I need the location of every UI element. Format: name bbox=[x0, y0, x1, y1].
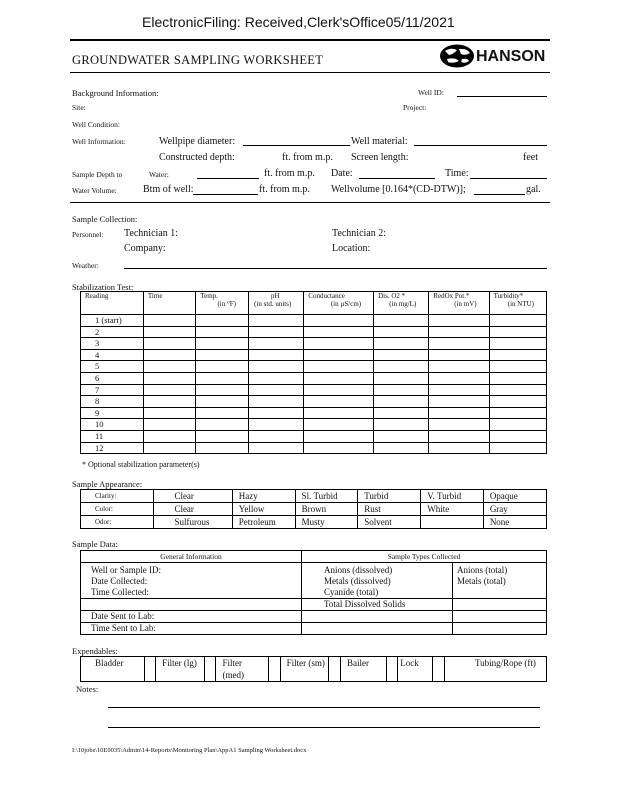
divider-1 bbox=[70, 202, 550, 203]
measurement-cell[interactable] bbox=[429, 326, 489, 338]
measurement-cell[interactable] bbox=[489, 349, 546, 361]
weather-field[interactable] bbox=[124, 268, 547, 269]
site-label: Site: bbox=[72, 103, 86, 112]
expendables-table bbox=[80, 656, 547, 682]
general-info-header: General Information bbox=[81, 551, 302, 563]
stabilization-heading: Stabilization Test: bbox=[72, 282, 134, 292]
measurement-cell[interactable] bbox=[374, 338, 429, 350]
blank-general-cell[interactable] bbox=[81, 599, 302, 611]
sample-data-heading: Sample Data: bbox=[72, 539, 119, 549]
appearance-option[interactable]: Gray bbox=[483, 503, 546, 516]
measurement-cell[interactable] bbox=[304, 384, 374, 396]
col-turbidity: Turbidity* (in NTU) bbox=[489, 292, 546, 315]
measurement-cell[interactable] bbox=[249, 396, 304, 408]
measurement-cell[interactable] bbox=[304, 442, 374, 454]
stabilization-footnote: * Optional stabilization parameter(s) bbox=[82, 460, 200, 469]
water-volume-label: Water Volume: bbox=[72, 186, 117, 195]
well-volume-unit: gal. bbox=[526, 184, 541, 195]
btm-of-well-unit: ft. from m.p. bbox=[259, 184, 310, 195]
stabilization-row bbox=[81, 396, 547, 408]
col-conductance: Conductance (in µS/cm) bbox=[304, 292, 374, 315]
appearance-option[interactable]: Turbid bbox=[358, 490, 421, 503]
appearance-option[interactable]: Musty bbox=[295, 516, 358, 529]
stabilization-row bbox=[81, 407, 547, 419]
measurement-cell[interactable] bbox=[143, 384, 195, 396]
reading-number: 3 bbox=[81, 338, 144, 350]
expendable-qty-cell[interactable] bbox=[269, 657, 281, 682]
stabilization-row bbox=[81, 349, 547, 361]
measurement-cell[interactable] bbox=[196, 407, 249, 419]
blank-total-cell[interactable] bbox=[453, 599, 547, 611]
location-label: Location: bbox=[332, 243, 371, 254]
appearance-row bbox=[81, 503, 547, 516]
anions-total-option[interactable]: Anions (total) bbox=[457, 565, 508, 575]
measurement-cell[interactable] bbox=[489, 338, 546, 350]
date-sent-label: Date Sent to Lab: bbox=[81, 611, 302, 623]
measurement-cell[interactable] bbox=[249, 419, 304, 431]
measurement-cell[interactable] bbox=[489, 419, 546, 431]
time-collected-label: Time Collected: bbox=[91, 587, 149, 597]
header-bottom-rule bbox=[70, 72, 550, 73]
measurement-cell[interactable] bbox=[304, 430, 374, 442]
well-condition-label: Well Condition: bbox=[72, 120, 120, 129]
measurement-cell[interactable] bbox=[249, 361, 304, 373]
appearance-row bbox=[81, 516, 547, 529]
expendable-item[interactable]: Lock bbox=[398, 657, 433, 682]
measurement-cell[interactable] bbox=[374, 430, 429, 442]
reading-number: 11 bbox=[81, 430, 144, 442]
measurement-cell[interactable] bbox=[489, 361, 546, 373]
general-info-cell[interactable] bbox=[81, 563, 302, 599]
measurement-cell[interactable] bbox=[304, 349, 374, 361]
measurement-cell[interactable] bbox=[374, 326, 429, 338]
reading-number: 1 (start) bbox=[81, 315, 144, 327]
measurement-cell[interactable] bbox=[196, 372, 249, 384]
measurement-cell[interactable] bbox=[143, 419, 195, 431]
appearance-option[interactable]: Clear bbox=[154, 490, 232, 503]
constructed-depth-label: Constructed depth: bbox=[159, 152, 235, 163]
reading-number: 12 bbox=[81, 442, 144, 454]
stabilization-row bbox=[81, 419, 547, 431]
measurement-cell[interactable] bbox=[196, 430, 249, 442]
reading-number: 9 bbox=[81, 407, 144, 419]
stabilization-row bbox=[81, 372, 547, 384]
appearance-option[interactable] bbox=[421, 516, 484, 529]
expendable-item[interactable]: Filter (lg) bbox=[156, 657, 205, 682]
notes-heading: Notes: bbox=[76, 684, 99, 694]
page-title: GROUNDWATER SAMPLING WORKSHEET bbox=[72, 53, 324, 67]
appearance-option[interactable]: Brown bbox=[295, 503, 358, 516]
appearance-option[interactable]: V. Turbid bbox=[421, 490, 484, 503]
stabilization-header-row bbox=[81, 292, 547, 315]
well-volume-label: Wellvolume [0.164*(CD-DTW)]; bbox=[331, 184, 466, 195]
time-sent-field[interactable] bbox=[302, 623, 453, 635]
date-sent-extra[interactable] bbox=[453, 611, 547, 623]
date-sent-field[interactable] bbox=[302, 611, 453, 623]
well-volume-field[interactable] bbox=[474, 194, 525, 195]
depth-to-water-field[interactable] bbox=[197, 178, 259, 179]
appearance-option[interactable]: Hazy bbox=[232, 490, 295, 503]
notes-line-1[interactable] bbox=[108, 707, 540, 708]
background-heading: Background Information: bbox=[72, 88, 159, 98]
measurement-cell[interactable] bbox=[374, 442, 429, 454]
reading-number: 5 bbox=[81, 361, 144, 373]
expendable-qty-cell[interactable] bbox=[204, 657, 216, 682]
btm-of-well-label: Btm of well: bbox=[143, 184, 194, 195]
reading-number: 7 bbox=[81, 384, 144, 396]
expendables-heading: Expendables: bbox=[72, 646, 118, 656]
measurement-cell[interactable] bbox=[304, 361, 374, 373]
logo-text: HANSON bbox=[476, 48, 546, 65]
reading-number: 10 bbox=[81, 419, 144, 431]
measurement-cell[interactable] bbox=[304, 315, 374, 327]
personnel-label: Personnel: bbox=[72, 230, 104, 239]
measurement-cell[interactable] bbox=[429, 361, 489, 373]
col-time: Time bbox=[143, 292, 195, 315]
measurement-cell[interactable] bbox=[304, 407, 374, 419]
project-label: Project: bbox=[403, 103, 427, 112]
well-pipe-diameter-label: Wellpipe diameter: bbox=[159, 136, 236, 147]
expendable-item[interactable]: Filter (med) bbox=[216, 657, 269, 682]
dissolved-types-cell[interactable] bbox=[302, 563, 453, 599]
notes-line-2[interactable] bbox=[108, 727, 540, 728]
measurement-cell[interactable] bbox=[143, 442, 195, 454]
measurement-cell[interactable] bbox=[143, 326, 195, 338]
btm-of-well-field[interactable] bbox=[193, 194, 258, 195]
appearance-option[interactable]: Opaque bbox=[483, 490, 546, 503]
measurement-cell[interactable] bbox=[429, 349, 489, 361]
tds-option[interactable]: Total Dissolved Solids bbox=[302, 599, 453, 611]
stabilization-row bbox=[81, 442, 547, 454]
appearance-table bbox=[80, 489, 547, 529]
appearance-option[interactable]: Clear bbox=[154, 503, 232, 516]
date-label: Date: bbox=[331, 168, 353, 179]
measurement-cell[interactable] bbox=[429, 384, 489, 396]
screen-length-unit: feet bbox=[523, 152, 538, 163]
measurement-cell[interactable] bbox=[489, 372, 546, 384]
appearance-option[interactable]: None bbox=[483, 516, 546, 529]
measurement-cell[interactable] bbox=[196, 396, 249, 408]
stabilization-row bbox=[81, 384, 547, 396]
measurement-cell[interactable] bbox=[249, 430, 304, 442]
well-id-label: Well ID: bbox=[418, 88, 444, 97]
reading-number: 8 bbox=[81, 396, 144, 408]
appearance-option[interactable]: Solvent bbox=[358, 516, 421, 529]
expendables-row bbox=[81, 657, 547, 682]
measurement-cell[interactable] bbox=[489, 384, 546, 396]
measurement-cell[interactable] bbox=[143, 396, 195, 408]
well-id-field[interactable] bbox=[457, 96, 547, 97]
measurement-cell[interactable] bbox=[249, 372, 304, 384]
measurement-cell[interactable] bbox=[196, 361, 249, 373]
appearance-option[interactable]: Sulfurous bbox=[154, 516, 232, 529]
measurement-cell[interactable] bbox=[374, 396, 429, 408]
measurement-cell[interactable] bbox=[143, 372, 195, 384]
filing-stamp: ElectronicFiling: Received,Clerk'sOffice05/11/2021 bbox=[142, 14, 455, 30]
appearance-option[interactable]: Yellow bbox=[232, 503, 295, 516]
measurement-cell[interactable] bbox=[489, 407, 546, 419]
measurement-cell[interactable] bbox=[249, 338, 304, 350]
measurement-cell[interactable] bbox=[429, 315, 489, 327]
measurement-cell[interactable] bbox=[374, 419, 429, 431]
measurement-cell[interactable] bbox=[196, 315, 249, 327]
measurement-cell[interactable] bbox=[429, 419, 489, 431]
measurement-cell[interactable] bbox=[304, 338, 374, 350]
col-redox: RedOx Pot.* (in mV) bbox=[429, 292, 489, 315]
total-types-cell[interactable] bbox=[453, 563, 547, 599]
measurement-cell[interactable] bbox=[489, 442, 546, 454]
time-label: Time: bbox=[445, 168, 469, 179]
expendable-item[interactable]: Bailer bbox=[341, 657, 387, 682]
reading-number: 4 bbox=[81, 349, 144, 361]
measurement-cell[interactable] bbox=[429, 372, 489, 384]
measurement-cell[interactable] bbox=[196, 349, 249, 361]
metals-total-option[interactable]: Metals (total) bbox=[457, 576, 506, 586]
well-material-label: Well material: bbox=[351, 136, 408, 147]
appearance-label: Clarity: bbox=[81, 490, 154, 503]
company-label: Company: bbox=[124, 243, 166, 254]
expendable-qty-cell[interactable] bbox=[433, 657, 445, 682]
measurement-cell[interactable] bbox=[429, 396, 489, 408]
expendable-item[interactable]: Filter (sm) bbox=[280, 657, 329, 682]
well-pipe-diameter-field[interactable] bbox=[243, 145, 350, 146]
measurement-cell[interactable] bbox=[143, 338, 195, 350]
measurement-cell[interactable] bbox=[374, 315, 429, 327]
stabilization-row bbox=[81, 315, 547, 327]
measurement-cell[interactable] bbox=[143, 315, 195, 327]
measurement-cell[interactable] bbox=[249, 407, 304, 419]
measurement-cell[interactable] bbox=[249, 442, 304, 454]
stabilization-row bbox=[81, 361, 547, 373]
appearance-label: Odor: bbox=[81, 516, 154, 529]
appearance-option[interactable]: Petroleum bbox=[232, 516, 295, 529]
footer-path: I:\10jobs\10E0035\Admin\14-Reports\Monitoring Plan\AppA1 Sampling Worksheet.docx bbox=[72, 747, 307, 754]
measurement-cell[interactable] bbox=[374, 407, 429, 419]
expendable-qty-cell[interactable] bbox=[386, 657, 398, 682]
stabilization-row bbox=[81, 430, 547, 442]
measurement-cell[interactable] bbox=[304, 396, 374, 408]
expendable-item[interactable]: Tubing/Rope (ft) bbox=[444, 657, 546, 682]
well-material-field[interactable] bbox=[414, 145, 547, 146]
appearance-row bbox=[81, 490, 547, 503]
date-collected-label: Date Collected: bbox=[91, 576, 148, 586]
time-sent-label: Time Sent to Lab: bbox=[81, 623, 302, 635]
measurement-cell[interactable] bbox=[429, 338, 489, 350]
measurement-cell[interactable] bbox=[429, 442, 489, 454]
measurement-cell[interactable] bbox=[374, 361, 429, 373]
measurement-cell[interactable] bbox=[196, 338, 249, 350]
measurement-cell[interactable] bbox=[249, 349, 304, 361]
measurement-cell[interactable] bbox=[249, 315, 304, 327]
measurement-cell[interactable] bbox=[489, 430, 546, 442]
sample-depth-label: Sample Depth to bbox=[72, 170, 123, 179]
appearance-option[interactable]: White bbox=[421, 503, 484, 516]
measurement-cell[interactable] bbox=[374, 349, 429, 361]
screen-length-label: Screen length: bbox=[351, 152, 409, 163]
expendable-qty-cell[interactable] bbox=[144, 657, 156, 682]
collection-heading: Sample Collection: bbox=[72, 214, 138, 224]
cyanide-total-option[interactable]: Cyanide (total) bbox=[324, 587, 379, 597]
measurement-cell[interactable] bbox=[196, 326, 249, 338]
measurement-cell[interactable] bbox=[196, 442, 249, 454]
appearance-label: Color: bbox=[81, 503, 154, 516]
measurement-cell[interactable] bbox=[429, 407, 489, 419]
stabilization-row bbox=[81, 338, 547, 350]
globe-icon bbox=[437, 43, 477, 69]
col-temp: Temp. (in °F) bbox=[196, 292, 249, 315]
measurement-cell[interactable] bbox=[143, 349, 195, 361]
constructed-depth-unit: ft. from m.p. bbox=[282, 152, 333, 163]
water-label: Water: bbox=[149, 170, 169, 179]
appearance-option[interactable]: Sl. Turbid bbox=[295, 490, 358, 503]
measurement-cell[interactable] bbox=[196, 419, 249, 431]
stabilization-table bbox=[80, 291, 547, 454]
measurement-cell[interactable] bbox=[374, 384, 429, 396]
time-field[interactable] bbox=[470, 178, 547, 179]
col-ph: pH (in std. units) bbox=[249, 292, 304, 315]
sample-data-table bbox=[80, 550, 547, 635]
weather-label: Weather: bbox=[72, 261, 99, 270]
time-sent-extra[interactable] bbox=[453, 623, 547, 635]
sample-types-header: Sample Types Collected bbox=[302, 551, 547, 563]
stabilization-row bbox=[81, 326, 547, 338]
technician1-label: Technician 1: bbox=[124, 228, 178, 239]
reading-number: 6 bbox=[81, 372, 144, 384]
col-dissolved-oxygen: Dis. O2 * (in mg/L) bbox=[374, 292, 429, 315]
expendable-qty-cell[interactable] bbox=[329, 657, 341, 682]
expendable-item[interactable]: Bladder bbox=[81, 657, 145, 682]
measurement-cell[interactable] bbox=[143, 407, 195, 419]
measurement-cell[interactable] bbox=[304, 419, 374, 431]
metals-dissolved-option[interactable]: Metals (dissolved) bbox=[324, 576, 391, 586]
measurement-cell[interactable] bbox=[374, 372, 429, 384]
reading-number: 2 bbox=[81, 326, 144, 338]
measurement-cell[interactable] bbox=[196, 384, 249, 396]
anions-dissolved-option[interactable]: Anions (dissolved) bbox=[324, 565, 393, 575]
measurement-cell[interactable] bbox=[304, 326, 374, 338]
measurement-cell[interactable] bbox=[429, 430, 489, 442]
measurement-cell[interactable] bbox=[489, 315, 546, 327]
measurement-cell[interactable] bbox=[249, 326, 304, 338]
measurement-cell[interactable] bbox=[489, 326, 546, 338]
measurement-cell[interactable] bbox=[143, 430, 195, 442]
well-or-sample-id-label: Well or Sample ID: bbox=[91, 565, 162, 575]
hanson-logo bbox=[437, 43, 477, 74]
depth-to-water-unit: ft. from m.p. bbox=[264, 168, 315, 179]
measurement-cell[interactable] bbox=[489, 396, 546, 408]
technician2-label: Technician 2: bbox=[332, 228, 386, 239]
col-reading: Reading bbox=[81, 292, 144, 315]
header-top-rule bbox=[70, 39, 550, 41]
well-information-label: Well Information: bbox=[72, 137, 126, 146]
measurement-cell[interactable] bbox=[304, 372, 374, 384]
appearance-heading: Sample Appearance: bbox=[72, 479, 143, 489]
appearance-option[interactable]: Rust bbox=[358, 503, 421, 516]
measurement-cell[interactable] bbox=[249, 384, 304, 396]
measurement-cell[interactable] bbox=[143, 361, 195, 373]
date-field[interactable] bbox=[359, 178, 435, 179]
